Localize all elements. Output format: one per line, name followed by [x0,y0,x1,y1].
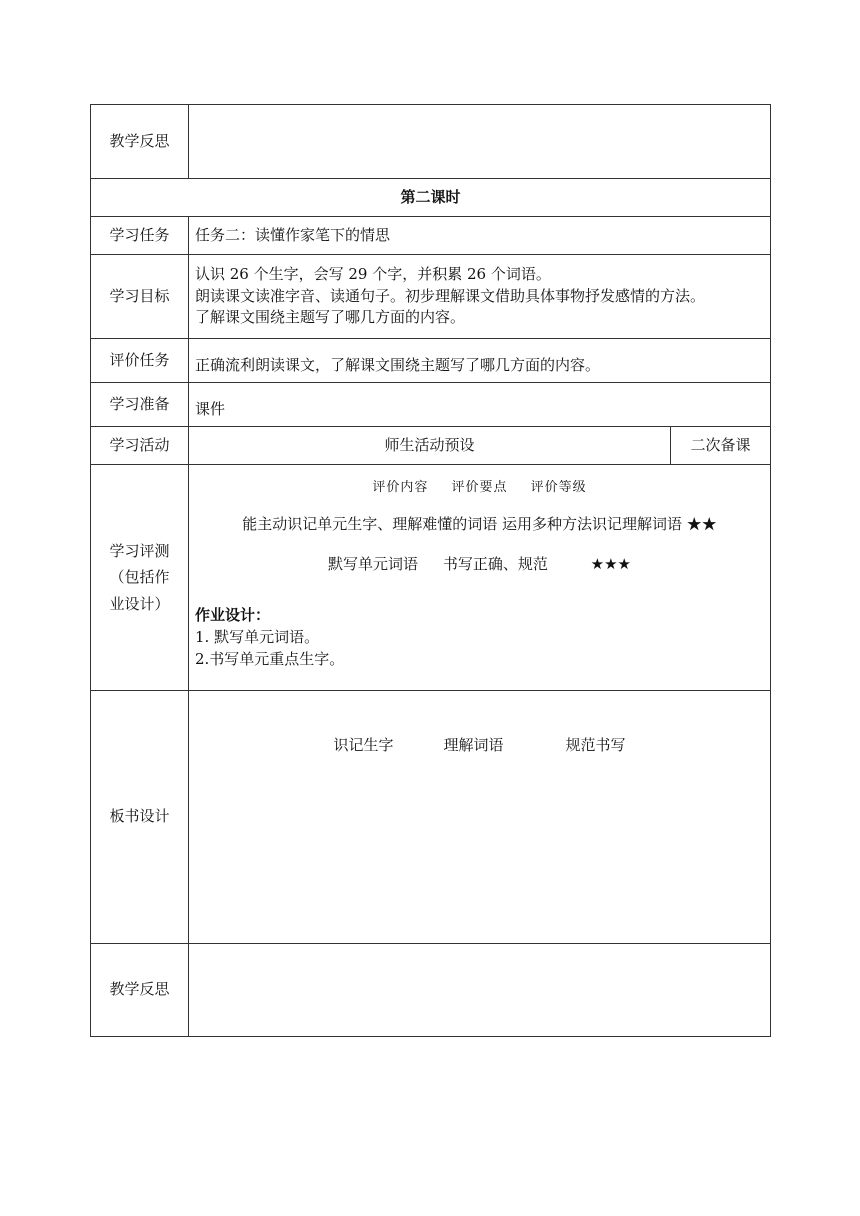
assessment-row [91,465,771,691]
homework-item: 1. 默写单元词语。 [195,628,320,647]
eval-row-rating: ★★★ [590,554,631,573]
eval-row [195,554,764,576]
goals-row [91,255,771,339]
goals-line: 认识 26 个生字，会写 29 个字，并积累 26 个词语。 [195,264,551,283]
board-row [91,691,771,944]
reflection-bottom-label: 教学反思 [91,944,189,1037]
task-content: 任务二：读懂作家笔下的情思 [189,217,771,255]
assessment-content [189,465,771,691]
goals-line: 朗读课文读准字音、读通句子。初步理解课文借助具体事物抒发感情的方法。 [195,286,706,305]
prep-content: 课件 [189,383,771,427]
eval-row-point: 运用多种方法识记理解词语 [501,514,682,533]
lesson-plan-table [90,104,771,1037]
task-label: 学习任务 [91,217,189,255]
board-items [195,691,764,757]
eval-row-point: 书写正确、规范 [442,554,548,573]
homework-title: 作业设计： [195,606,271,625]
task-row [91,217,771,255]
assessment-label-line: 学习评测 [109,542,170,561]
assessment-label-line: 业设计） [109,594,170,613]
goals-label: 学习目标 [91,255,189,339]
eval-header-rating: 评价等级 [530,480,587,495]
eval-task-label: 评价任务 [91,339,189,383]
eval-task-content: 正确流利朗读课文，了解课文围绕主题写了哪几方面的内容。 [189,339,771,383]
section-title-row [91,179,771,217]
prep-label: 学习准备 [91,383,189,427]
board-item: 识记生字 [333,736,394,754]
reflection-bottom-content [189,944,771,1037]
board-item: 理解词语 [443,736,504,754]
eval-row [195,514,764,536]
eval-header-content: 评价内容 [372,480,429,495]
section-title: 第二课时 [91,179,771,217]
board-label: 板书设计 [91,691,189,944]
goals-content [189,255,771,339]
assessment-label [91,465,189,691]
homework-item: 2.书写单元重点生字。 [195,649,345,668]
reflection-top-row [91,105,771,179]
eval-header [195,479,764,498]
prep-row [91,383,771,427]
activity-col3: 二次备课 [671,427,771,465]
eval-task-row [91,339,771,383]
activity-label: 学习活动 [91,427,189,465]
eval-row-rating: ★★ [686,514,717,533]
assessment-label-line: （包括作 [109,568,170,587]
activity-col2: 师生活动预设 [189,427,671,465]
eval-header-point: 评价要点 [451,480,508,495]
eval-row-content: 默写单元词语 [328,554,419,573]
reflection-bottom-row [91,944,771,1037]
eval-row-content: 能主动识记单元生字、理解难懂的词语 [242,514,498,533]
board-content [189,691,771,944]
activity-row [91,427,771,465]
reflection-top-content [189,105,771,179]
reflection-top-label: 教学反思 [91,105,189,179]
board-item: 规范书写 [565,736,626,754]
goals-line: 了解课文围绕主题写了哪几方面的内容。 [195,308,466,327]
